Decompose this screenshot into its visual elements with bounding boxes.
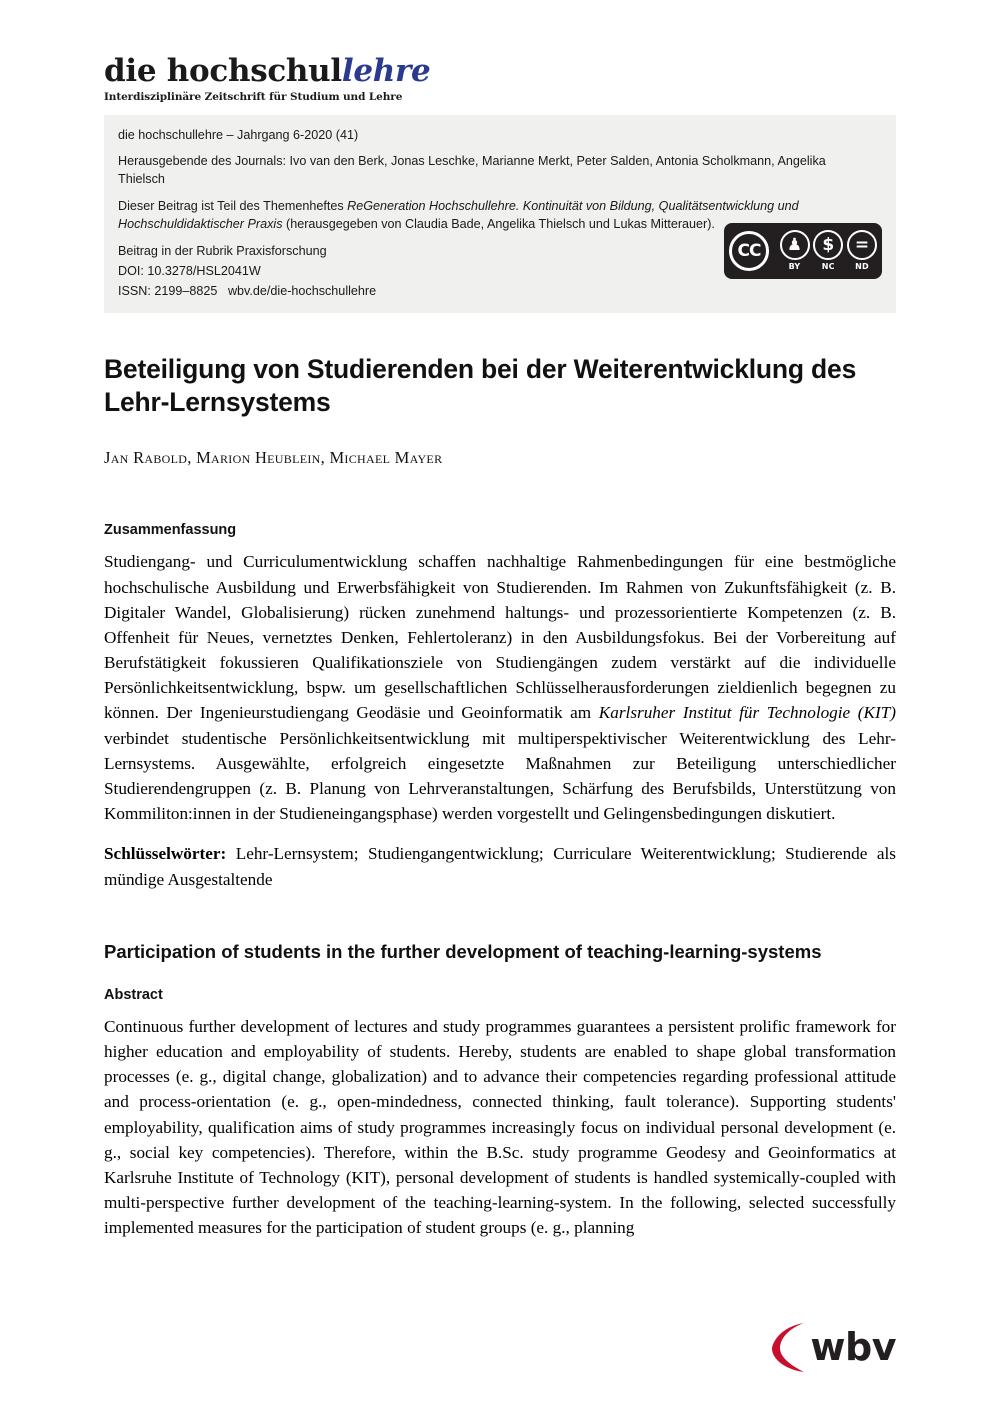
cc-by-nc-nd-badge[interactable]: [724, 223, 882, 279]
cc-logo: [729, 231, 769, 271]
dollar-strike-icon: $: [813, 230, 843, 260]
keywords-de: [104, 841, 896, 891]
journal-url[interactable]: wbv.de/die-hochschullehre: [227, 283, 377, 298]
author-list: Jan Rabold, Marion Heublein, Michael Mayer: [104, 448, 443, 468]
issn-line: [118, 283, 858, 301]
cc-nd-label: ND: [855, 262, 869, 272]
theme-title: ReGeneration Hochschullehre. Kontinuität von Bildung, Qualitätsentwicklung und Hochschuldidaktischer Praxis: [118, 199, 799, 232]
cc-icon: CC: [729, 231, 769, 271]
cc-by-group: [780, 230, 810, 271]
wbv-logo: [768, 1316, 896, 1378]
cc-nd-group: [847, 230, 877, 271]
keywords-value: Lehr-Lernsystem; Studiengangentwicklung; Curriculare Weiterentwicklung; Studierende als mündige Ausgestaltende: [104, 844, 896, 889]
wbv-wordmark: wbv: [810, 1325, 896, 1369]
abstract-de-part1: Studiengang- und Curriculumentwicklung schaffen nachhaltige Rahmenbedingungen für eine bestmögliche hochschulische Ausbildung und Erwerbsfähigkeit von Studierenden. Im Rahmen von Zukunftsfähigkeit (z. B. Digitaler Wandel, Globalisierung) rücken zunehmend haltungs- und prozessorientierte Kompetenzen (z. B. Offenheit für Neues, vernetztes Denken, Fehlertoleranz) in den Ausbildungsfokus. Bei der Vorbereitung auf Berufstätigkeit fokussieren Qualifikationsziele von Studiengängen zudem verstärkt auf die individuelle Persönlichkeitsentwicklung, bspw. um gesellschaftlichen Schlüsselherausforderungen zieldienlich begegnen zu können. Der Ingenieurstudiengang Geodäsie und Geoinformatik am: [104, 552, 896, 723]
abstract-de-institution: Karlsruher Institut für Technologie (KIT): [598, 703, 896, 723]
wbv-arc-icon: [768, 1319, 808, 1375]
cc-by-label: BY: [788, 262, 801, 272]
journal-masthead: [104, 0, 896, 103]
theme-tail: (herausgegeben von Claudia Bade, Angelika Thielsch und Lukas Mitterauer).: [282, 217, 715, 232]
theme-intro: Dieser Beitrag ist Teil des Themenheftes: [118, 199, 348, 214]
cc-nc-group: [813, 230, 843, 271]
equals-icon: =: [847, 230, 877, 260]
issue-line: die hochschullehre – Jahrgang 6-2020 (41): [118, 127, 359, 142]
abstract-de-heading: Zusammenfassung: [104, 522, 237, 539]
journal-title-italic: lehre: [341, 53, 431, 89]
person-icon: ♟: [780, 230, 810, 260]
abstract-de-text: [104, 549, 896, 826]
abstract-en-heading: Abstract: [104, 986, 163, 1003]
doi-line: DOI: 10.3278/HSL2041W: [118, 263, 261, 278]
journal-title: [104, 55, 896, 88]
cc-nc-label: NC: [821, 262, 835, 272]
page-title: Beteiligung von Studierenden bei der Weiterentwicklung des Lehr-Lernsystems: [104, 353, 857, 418]
journal-title-plain: die hochschul: [104, 53, 342, 89]
metadata-box: [104, 115, 896, 313]
rubric-line: Beitrag in der Rubrik Praxisforschung: [118, 243, 327, 258]
abstract-de-part2: verbindet studentische Persönlichkeitsentwicklung mit multiperspektivischer Weiterentwicklung des Lehr-Lernsystems. Ausgewählte, erfolgreich eingesetzte Maßnahmen zur Beteiligung unterschiedlicher Studierendengruppen (z. B. Planung von Lehrveranstaltungen, Schärfung des Berufsbilds, Unterstützung von Kommiliton:innen in der Studieneingangsphase) werden vorgestellt und Gelingensbedingungen diskutiert.: [104, 728, 896, 824]
abstract-en-text: Continuous further development of lectures and study programmes guarantees a persistent prolific framework for higher education and employability of students. Hereby, students are enabled to shape global transformation processes (e. g., digital change, globalization) and to advance their competencies regarding professional attitude and process-orientation (e. g., open-mindedness, connected thinking, fault tolerance). Supporting students' employability, qualification aims of study programmes increasingly focus on individual personal development (e. g., social key competencies). Therefore, within the B.Sc. study programme Geodesy and Geoinformatics at Karlsruhe Institute of Technology (KIT), personal development of students is handled systemically-coupled with multi-perspective further development of the teaching-learning-system. In the following, selected successfully implemented measures for the participation of student groups (e. g., planning: [104, 1016, 896, 1238]
editors-line: Herausgebende des Journals: Ivo van den Berk, Jonas Leschke, Marianne Merkt, Peter Salden, Antonia Scholkmann, Angelika Thielsch: [118, 154, 826, 187]
page-title-english: Participation of students in the further development of teaching-learning-systems: [104, 940, 822, 962]
issn-value: ISSN: 2199–8825: [118, 283, 218, 298]
keywords-label: Schlüsselwörter:: [104, 844, 227, 864]
journal-subtitle: Interdisziplinäre Zeitschrift für Studium und Lehre: [104, 90, 403, 103]
